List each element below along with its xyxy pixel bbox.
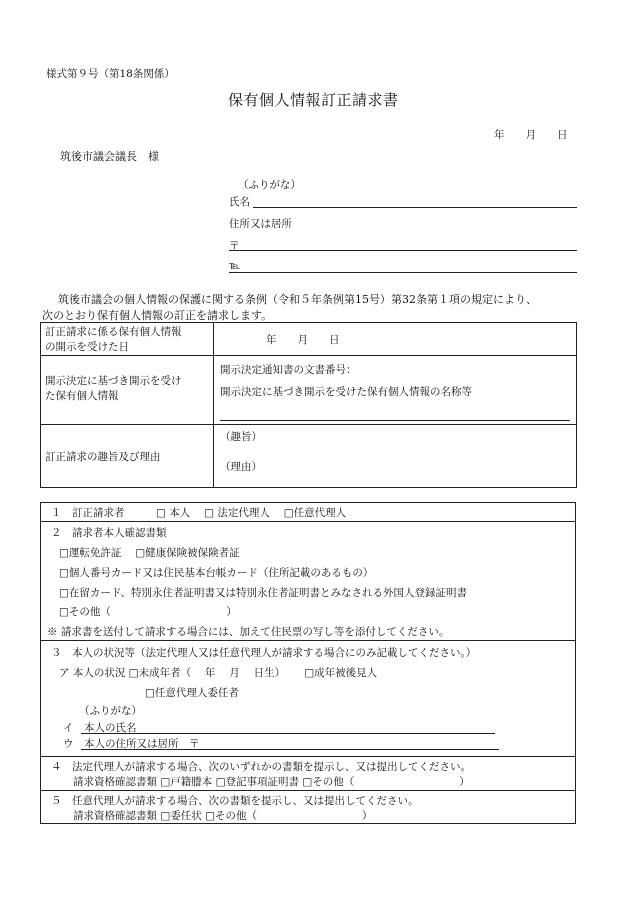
divider-1: [41, 521, 575, 522]
intro-line-1: 筑後市議会の個人情報の保護に関する条例（令和５年条例第15号）第32条第１項の規定により、: [58, 293, 537, 306]
principal-status-a[interactable]: ア 本人の状況 □未成年者（ 年 月 日生） □成年被後見人: [59, 667, 378, 679]
principal-address-line[interactable]: [81, 749, 499, 750]
addressee: 筑後市議会議長 様: [60, 150, 159, 163]
disclosed-info-label-1: 開示決定に基づき開示を受け: [45, 375, 182, 387]
id-docs-note: ※ 請求書を送付して請求する場合には、加えて住民票の写し等を添付してください。: [47, 626, 450, 638]
reason-label: 訂正請求の趣旨及び理由: [45, 451, 161, 463]
date-line: 年 月 日: [494, 129, 568, 141]
divider-2: [41, 640, 575, 641]
applicant-furigana-label: （ふりがな）: [238, 179, 301, 191]
disclosed-info-value-cell[interactable]: [214, 356, 577, 425]
principal-address-label: ウ 本人の住所又は居所 〒: [63, 738, 200, 750]
id-docs-option-1[interactable]: □運転免許証 □健康保険被保険者証: [59, 547, 240, 559]
reason-value-cell[interactable]: [214, 425, 577, 488]
applicant-tel-line[interactable]: [229, 272, 577, 273]
reason-label-cell: [41, 425, 214, 488]
applicant-address-label: 住所又は居所: [229, 218, 292, 230]
disclosed-info-label-cell: [41, 356, 214, 425]
disclosed-date-value: 年 月 日: [266, 334, 340, 346]
tel-mark: ℡: [229, 260, 241, 272]
divider-4: [41, 790, 575, 791]
disclosed-date-label-1: 訂正請求に係る保有個人情報: [45, 326, 182, 338]
principal-furigana-label: （ふりがな）: [79, 705, 142, 717]
request-table: [40, 322, 577, 488]
intro-line-2: 次のとおり保有個人情報の訂正を請求します。: [42, 309, 273, 322]
voluntary-agent-docs[interactable]: 請求資格確認書類 □委任状 □その他（ ）: [73, 810, 373, 822]
purpose-label: （趣旨）: [220, 431, 262, 443]
legal-agent-instruction: ４ 法定代理人が請求する場合、次のいずれかの書類を提示し、又は提出してください。: [51, 761, 471, 773]
principal-status-a2[interactable]: □任意代理人委任者: [145, 687, 239, 699]
applicant-address-line[interactable]: [229, 250, 577, 251]
form-number: 様式第９号（第18条関係）: [46, 68, 175, 80]
requester-type-line[interactable]: １ 訂正請求者 □ 本人 □ 法定代理人 □任意代理人: [51, 507, 347, 519]
principal-status-heading: ３ 本人の状況等（法定代理人又は任意代理人が請求する場合にのみ記載してください。）: [51, 647, 477, 659]
requester-details-block: [40, 502, 576, 824]
principal-name-line[interactable]: [81, 733, 495, 734]
voluntary-agent-instruction: ５ 任意代理人が請求する場合、次の書類を提示し、又は提出してください。: [51, 795, 419, 807]
info-name-line: [220, 420, 570, 421]
document-number-label: 開示決定通知書の文書番号：: [220, 364, 357, 376]
reason-sublabel: （理由）: [220, 461, 262, 473]
page-title: 保有個人情報訂正請求書: [228, 91, 399, 109]
disclosed-info-label-2: た保有個人情報: [45, 390, 119, 402]
disclosed-date-value-cell[interactable]: [214, 323, 577, 356]
id-docs-option-other[interactable]: □その他（ ）: [59, 606, 237, 618]
id-docs-heading: ２ 請求者本人確認書類: [51, 527, 167, 539]
id-docs-option-2[interactable]: □個人番号カード又は住民基本台帳カード（住所記載のあるもの）: [59, 567, 374, 579]
legal-agent-docs[interactable]: 請求資格確認書類 □戸籍謄本 □登記事項証明書 □その他（ ）: [73, 776, 470, 788]
disclosed-date-label-2: の開示を受けた日: [45, 341, 129, 353]
disclosed-date-label-cell: [41, 323, 214, 356]
id-docs-option-3[interactable]: □在留カード、特別永住者証明書又は特別永住者証明書とみなされる外国人登録証明書: [59, 587, 467, 599]
divider-3: [41, 756, 575, 757]
applicant-name-line[interactable]: [253, 207, 577, 208]
postal-mark: 〒: [229, 240, 240, 252]
applicant-name-label: 氏名: [229, 196, 250, 208]
info-name-label: 開示決定に基づき開示を受けた保有個人情報の名称等: [220, 386, 472, 398]
principal-name-label: イ 本人の氏名: [63, 722, 137, 734]
